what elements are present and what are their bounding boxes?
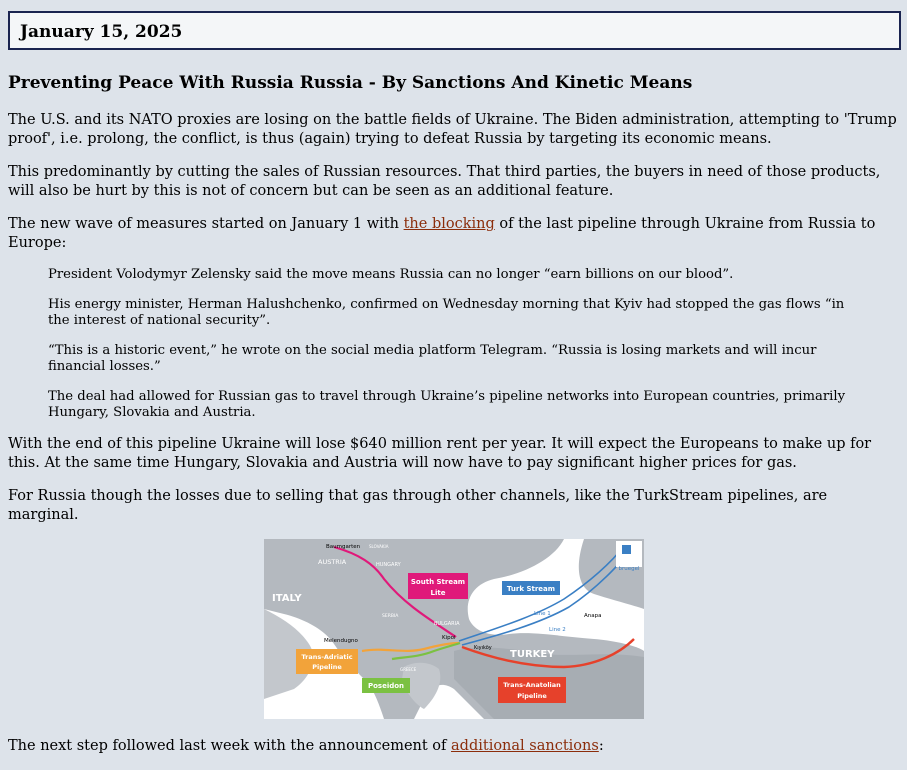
label-bulgaria: BULGARIA (433, 621, 460, 627)
quote-paragraph-4: The deal had allowed for Russian gas to travel through Ukraine’s pipeline networks into European countries, primarily Hungary, Slovakia and Austria. (48, 389, 846, 420)
label-line-1: Line 1 (533, 611, 551, 617)
quote-paragraph-2: His energy minister, Herman Halushchenko, confirmed on Wednesday morning that Kyiv had stopped the gas flows “in the interest of national security”. (48, 297, 845, 328)
tap-label-2: Pipeline (311, 663, 342, 671)
paragraph-6-text-b: : (598, 738, 604, 754)
label-hungary: HUNGARY (375, 562, 401, 568)
label-baumgarten: Baumgarten (325, 544, 360, 550)
label-anapa: Anapa (583, 613, 601, 619)
south-stream-label-2: Lite (430, 589, 445, 597)
paragraph-3 (8, 215, 899, 253)
sanctions-link[interactable]: additional sanctions (451, 738, 599, 754)
paragraph-3-text-a: The new wave of measures started on January 1 with (8, 216, 404, 232)
post-title[interactable]: Preventing Peace With Russia Russia - By Sanctions And Kinetic Means (8, 73, 693, 93)
tanap-label-1: Trans-Anatolian (502, 681, 561, 689)
label-greece: GREECE (399, 667, 416, 672)
label-kipoi: Kipoi (441, 635, 456, 641)
post-body (8, 70, 899, 770)
quote-paragraph-3: “This is a historic event,” he wrote on the social media platform Telegram. “Russia is losing markets and will incur financial losses.” (48, 343, 817, 374)
blockquote (48, 267, 869, 421)
label-serbia: SERBIA (381, 614, 398, 619)
paragraph-5: For Russia though the losses due to selling that gas through other channels, like the TurkStream pipelines, are marginal. (8, 488, 828, 523)
paragraph-4: With the end of this pipeline Ukraine will lose $640 million rent per year. It will expect the Europeans to make up for this. At the same time Hungary, Slovakia and Austria will now have to pay significant higher prices for gas. (8, 436, 872, 471)
bruegel-logo-icon (622, 545, 631, 554)
label-slovakia: SLOVAKIA (368, 544, 388, 549)
label-line-2: Line 2 (548, 627, 566, 633)
bruegel-logo-text: bruegel (617, 566, 640, 572)
paragraph-6 (8, 737, 899, 756)
label-kiyikoy: Kıyıköy (473, 645, 492, 651)
poseidon-tag (362, 678, 410, 693)
paragraph-2: This predominantly by cutting the sales of Russian resources. That third parties, the buyers in need of those products, will also be hurt by this is not of concern but can be seen as an additional feature. (8, 164, 881, 199)
paragraph-3-text-b: of the last pipeline through Ukraine from Russia to Europe: (8, 216, 876, 251)
turkstream-tag (502, 581, 560, 595)
poseidon-label: Poseidon (367, 682, 404, 690)
tap-label-1: Trans-Adriatic (300, 653, 353, 661)
south-stream-label-1: South Stream (410, 578, 465, 586)
tanap-tag (498, 677, 566, 703)
post-date: January 15, 2025 (8, 11, 901, 50)
blocking-link[interactable]: the blocking (403, 216, 495, 232)
paragraph-6-text-a: The next step followed last week with the announcement of (8, 738, 452, 754)
label-turkey: TURKEY (509, 649, 554, 660)
label-austria: AUSTRIA (317, 558, 346, 566)
label-italy: ITALY (271, 593, 302, 604)
turkstream-label: Turk Stream (506, 585, 555, 593)
quote-paragraph-1: President Volodymyr Zelensky said the move means Russia can no longer “earn billions on our blood”. (48, 267, 734, 282)
tap-tag (296, 649, 358, 674)
pipeline-map (264, 539, 644, 719)
tanap-label-2: Pipeline (516, 692, 547, 700)
label-melendugno: Melendugno (323, 638, 358, 644)
south-stream-tag (408, 573, 468, 599)
paragraph-1: The U.S. and its NATO proxies are losing on the battle fields of Ukraine. The Biden administration, attempting to 'Trump proof', i.e. prolong, the conflict, is thus (again) trying to defeat Russia by targeting its economic means. (8, 112, 897, 147)
